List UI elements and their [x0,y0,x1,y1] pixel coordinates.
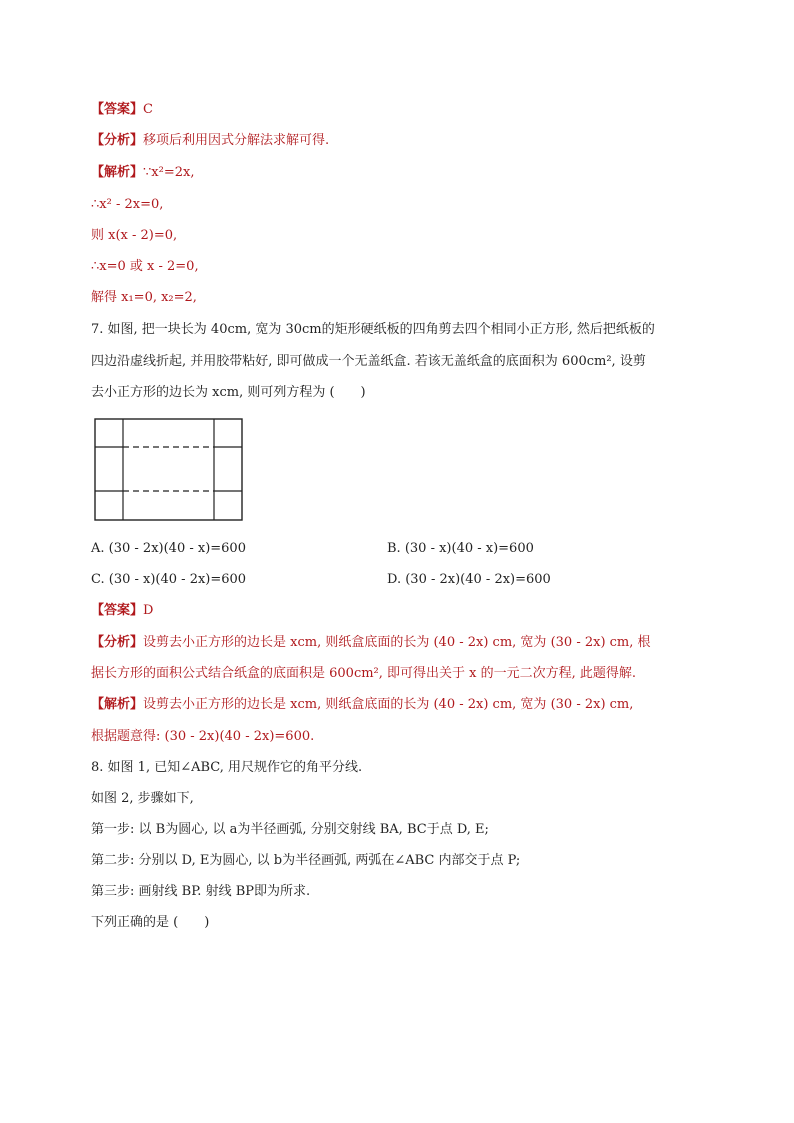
q7-answer-line [91,603,153,619]
q8-stem-line1: 8. 如图 1, 已知∠ABC, 用尺规作它的角平分线. [91,760,363,775]
q7-stem-line3: 去小正方形的边长为 xcm, 则可列方程为 ( ) [91,385,366,400]
cardboard-outline [95,419,242,520]
q7-answer-value: D [143,603,154,618]
cardboard-figure [94,418,244,522]
q6-solution-step5: 解得 x₁=0, x₂=2, [91,290,197,305]
q6-solution-step4: ∴x=0 或 x - 2=0, [91,259,199,274]
solution-tag: 【解析】 [91,165,144,180]
solution-tag: 【解析】 [91,697,144,712]
q7-stem-line2: 四边沿虚线折起, 并用胶带粘好, 即可做成一个无盖纸盒. 若该无盖纸盒的底面积为 600cm², 设剪 [91,354,646,369]
q6-analysis-line [91,133,329,149]
q8-step2: 第二步: 分别以 D, E为圆心, 以 b为半径画弧, 两弧在∠ABC 内部交于点 P; [91,853,521,868]
q6-solution-step3: 则 x(x - 2)=0, [91,228,178,243]
option-c: C. (30 - x)(40 - 2x)=600 [91,572,247,587]
q8-stem-line2: 如图 2, 步骤如下, [91,791,194,806]
q6-answer-value: C [143,102,153,117]
option-d: D. (30 - 2x)(40 - 2x)=600 [387,572,551,587]
analysis-tag: 【分析】 [91,133,144,148]
q7-solution-text1: 设剪去小正方形的边长是 xcm, 则纸盒底面的长为 (40 - 2x) cm, 宽为 (30 - 2x) cm, [143,697,634,712]
answer-tag: 【答案】 [91,102,144,117]
option-b: B. (30 - x)(40 - x)=600 [387,541,534,556]
q8-question: 下列正确的是 ( ) [91,915,210,930]
q7-analysis-text1: 设剪去小正方形的边长是 xcm, 则纸盒底面的长为 (40 - 2x) cm, 宽为 (30 - 2x) cm, 根 [143,635,651,650]
q7-stem-line1: 7. 如图, 把一块长为 40cm, 宽为 30cm的矩形硬纸板的四角剪去四个相同小正方形, 然后把纸板的 [91,322,655,337]
q7-solution-line1 [91,697,633,713]
q8-step1: 第一步: 以 B为圆心, 以 a为半径画弧, 分别交射线 BA, BC于点 D, E; [91,822,489,837]
q8-step3: 第三步: 画射线 BP. 射线 BP即为所求. [91,884,311,899]
q7-analysis-line1 [91,635,651,651]
option-a: A. (30 - 2x)(40 - x)=600 [91,541,246,556]
q6-analysis-text: 移项后利用因式分解法求解可得. [143,133,330,148]
answer-tag: 【答案】 [91,603,144,618]
q6-solution-step2: ∴x² - 2x=0, [91,197,164,212]
analysis-tag: 【分析】 [91,635,144,650]
q6-solution-step1: ∵x²=2x, [143,165,195,180]
q6-answer-line [91,102,153,118]
q6-solution-line [91,165,194,181]
q7-solution-text2: 根据题意得: (30 - 2x)(40 - 2x)=600. [91,729,315,744]
q7-analysis-text2: 据长方形的面积公式结合纸盒的底面积是 600cm², 即可得出关于 x 的一元二次方程, 此题得解. [91,666,637,681]
